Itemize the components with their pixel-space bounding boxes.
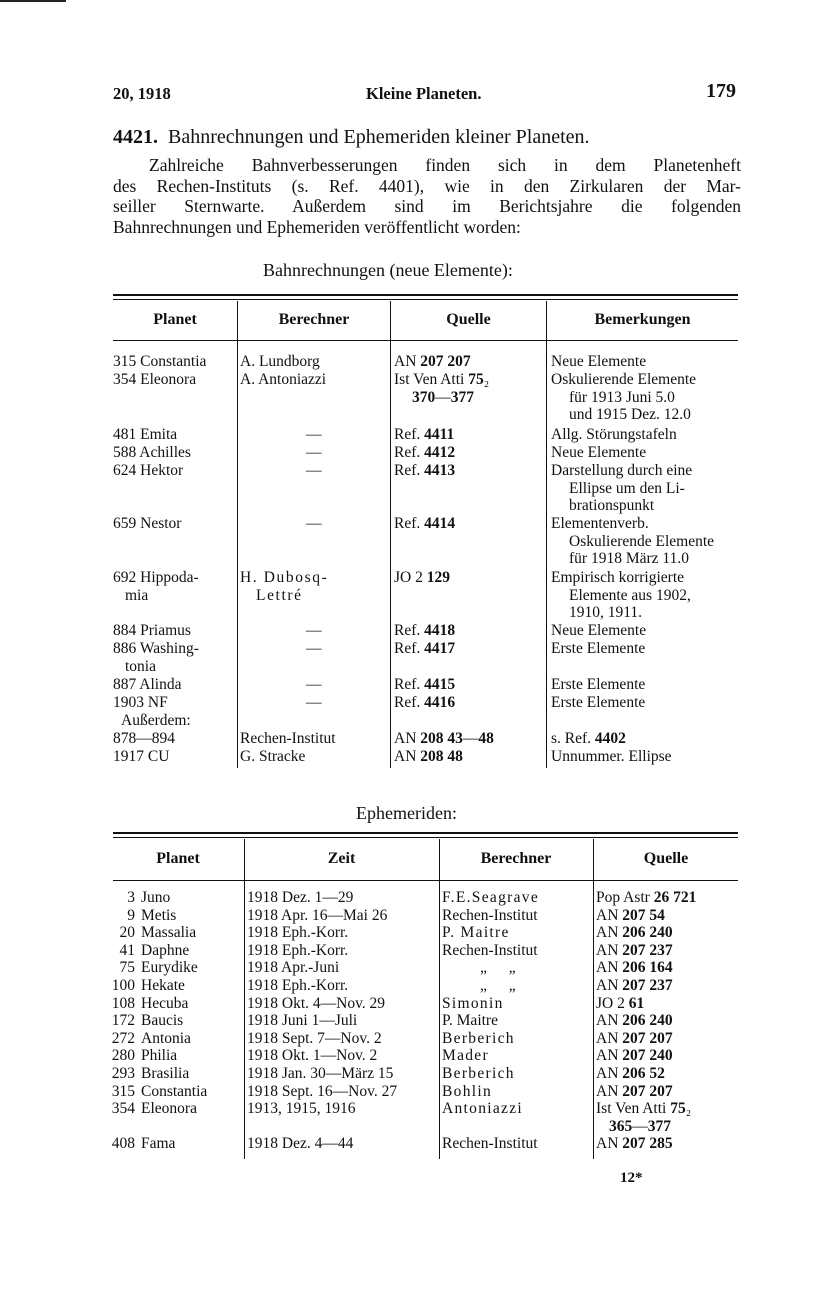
table1-header-bemerkungen: Bemerkungen [594,311,691,328]
cell-planet-number: 41 [119,941,135,959]
cell-planet: 692 Hippoda- [113,569,199,586]
cell-quelle: Ref. 4416 [394,694,456,711]
cell-bemerkungen: und 1915 Dez. 12.0 [569,406,691,424]
cell-planet: 624 Hektor [113,462,184,479]
cell-zeit: 1918 Dez. 4—44 [247,1135,354,1153]
cell-quelle: AN 207 207 [394,353,471,370]
cell-bemerkungen: Allg. Störungstafeln [551,426,677,443]
cell-planet-name: Hecuba [141,994,189,1012]
cell-planet-name: Eleonora [141,1100,197,1118]
cell-quelle: AN 208 43—48 [394,730,494,747]
cell-planet-number: 408 [111,1135,135,1153]
table2-caption: Ephemeriden: [356,803,457,823]
cell-bemerkungen: für 1918 März 11.0 [569,550,689,568]
cell-berechner: „ „ [480,977,516,994]
cell-quelle: AN 207 207 [596,1029,673,1047]
table1-header-berechner: Berechner [278,311,350,328]
cell-planet-name: Antonia [141,1029,191,1047]
cell-berechner: Rechen-Institut [442,906,538,924]
cell-zeit: 1918 Sept. 16—Nov. 27 [247,1082,398,1100]
cell-planet-number: 315 [111,1082,135,1100]
cell-quelle: Ref. 4414 [394,515,456,532]
paragraph-line: Bahnrechnungen und Ephemeriden veröffentlicht worden: [113,216,521,237]
cell-bemerkungen: s. Ref. 4402 [551,730,626,747]
cell-planet-nr-wrap [103,1012,135,1030]
cell-planet: Außerdem: [121,712,191,729]
cell-planet: 659 Nestor [113,515,182,532]
cell-berechner: Berberich [442,1029,515,1047]
cell-planet: 884 Priamus [113,622,191,639]
cell-bemerkungen: für 1913 Juni 5.0 [569,388,675,406]
cell-planet-number: 75 [119,959,135,977]
cell-bemerkungen: Neue Elemente [551,444,647,461]
paragraph-line: Zahlreiche Bahnverbesserungen finden sich in dem Planetenheft [149,155,741,175]
cell-planet-name: Juno [141,889,171,906]
cell-bemerkungen: Unnummer. Ellipse [551,748,672,765]
cell-quelle: 365—377 [609,1117,671,1135]
cell-planet-name: Daphne [141,941,190,959]
cell-bemerkungen: Elementenverb. [551,515,649,532]
cell-berechner: P. Maitre [442,924,510,942]
cell-berechner: „ „ [480,959,516,977]
cell-planet-number: 272 [111,1029,135,1047]
table1-divider [237,301,238,768]
cell-planet-name: Philia [141,1047,178,1065]
cell-zeit: 1913, 1915, 1916 [247,1100,356,1118]
cell-quelle: 370—377 [412,388,474,406]
cell-berechner: — [306,515,322,532]
cell-quelle: Ref. 4413 [394,462,456,479]
cell-zeit: 1918 Eph.-Korr. [247,941,349,959]
cell-berechner: H. Dubosq- [240,569,329,586]
cell-berechner: — [306,640,322,657]
cell-planet-number: 20 [119,924,135,942]
table2-header-quelle: Quelle [643,850,689,867]
table2-divider [593,839,594,1159]
cell-planet-nr-wrap [103,1083,135,1101]
cell-bemerkungen: Darstellung durch eine [551,462,693,479]
cell-planet-nr-wrap [103,889,135,907]
cell-planet-number: 354 [111,1100,135,1118]
cell-planet-nr-wrap [103,907,135,925]
cell-quelle: AN 207 240 [596,1047,673,1065]
cell-berechner: Bohlin [442,1082,493,1100]
paragraph-line: seiller Sternwarte. Außerdem sind im Berichtsjahre die folgenden [113,196,741,216]
table1-rule-top [113,294,738,296]
cell-planet-number: 172 [111,1012,135,1030]
cell-planet-name: Metis [141,906,177,924]
cell-planet-nr-wrap [103,924,135,942]
cell-bemerkungen: Ellipse um den Li- [569,479,685,497]
cell-quelle: Ist Ven Atti 75₂ [596,1100,692,1118]
table2-rule-top-thin [113,837,738,838]
cell-berechner: — [306,426,322,443]
cell-zeit: 1918 Okt. 4—Nov. 29 [247,994,386,1012]
cell-quelle: Pop Astr 26 721 [596,889,697,906]
table2-rule-top [113,832,738,834]
cell-zeit: 1918 Sept. 7—Nov. 2 [247,1029,382,1047]
cell-berechner: A. Antoniazzi [240,371,327,388]
cell-bemerkungen: Empirisch korrigierte [551,569,684,586]
cell-berechner: Rechen-Institut [442,1135,538,1153]
cell-zeit: 1918 Jan. 30—März 15 [247,1065,394,1082]
cell-bemerkungen: Oskulierende Elemente [551,371,697,388]
cell-quelle: AN 207 207 [596,1082,673,1100]
cell-bemerkungen: Neue Elemente [551,353,647,370]
cell-zeit: 1918 Apr. 16—Mai 26 [247,906,388,924]
table1-rule-top-thin [113,299,738,300]
cell-zeit: 1918 Eph.-Korr. [247,924,349,942]
header-section-title: Kleine Planeten. [366,84,482,103]
cell-quelle: AN 206 240 [596,1012,673,1030]
article-number: 4421. [113,126,158,148]
cell-planet: 354 Eleonora [113,371,197,388]
table2-rule-header [113,880,738,881]
cell-planet: 1903 NF [113,694,168,711]
table2-header-planet: Planet [156,850,200,867]
cell-quelle: AN 206 164 [596,959,673,977]
cell-planet-name: Hekate [141,977,185,994]
cell-bemerkungen: Neue Elemente [551,622,647,639]
cell-berechner: — [306,676,322,693]
cell-quelle: AN 207 237 [596,977,673,994]
table1-caption: Bahnrechnungen (neue Elemente): [263,260,513,280]
cell-berechner: — [306,444,322,461]
cell-berechner: Rechen-Institut [442,941,538,959]
table1-rule-header [113,340,738,341]
cell-berechner: G. Stracke [240,748,306,765]
cell-planet-nr-wrap [103,942,135,960]
cell-zeit: 1918 Okt. 1—Nov. 2 [247,1047,378,1065]
article-heading [113,126,590,149]
cell-berechner: Lettré [256,586,303,604]
cell-berechner: — [306,462,322,479]
cell-quelle: Ist Ven Atti 75₂ [394,371,490,388]
cell-quelle: Ref. 4412 [394,444,456,461]
cell-planet: 481 Emita [113,426,178,443]
article-paragraph [113,155,741,237]
article-title: Bahnrechnungen und Ephemeriden kleiner Planeten. [168,126,590,148]
cell-berechner: A. Lundborg [240,353,320,370]
cell-berechner: Rechen-Institut [240,730,336,747]
cell-planet: 886 Washing- [113,640,199,657]
cell-planet-number: 108 [111,994,135,1012]
cell-planet-nr-wrap [103,1047,135,1065]
cell-planet-name: Fama [141,1135,176,1153]
cell-berechner: — [306,694,322,711]
cell-quelle: Ref. 4418 [394,622,456,639]
cell-bemerkungen: Erste Elemente [551,694,646,711]
cell-zeit: 1918 Eph.-Korr. [247,977,349,994]
cell-zeit: 1918 Apr.-Juni [247,959,340,977]
cell-zeit: 1918 Dez. 1—29 [247,889,354,906]
cell-planet-name: Constantia [141,1082,208,1100]
cell-planet-nr-wrap [103,1030,135,1048]
cell-berechner: P. Maitre [442,1012,498,1030]
cell-bemerkungen: Erste Elemente [551,676,646,693]
cell-planet: 887 Alinda [113,676,182,693]
cell-quelle: Ref. 4415 [394,676,456,693]
cell-planet: 878—894 [113,730,175,747]
cell-berechner: — [306,622,322,639]
cell-quelle: Ref. 4417 [394,640,456,657]
cell-planet-nr-wrap [103,995,135,1013]
cell-planet-number: 9 [127,906,135,924]
table1-header-quelle: Quelle [446,311,491,328]
page-number: 179 [706,80,736,102]
cell-berechner: F.E.Seagrave [442,889,539,906]
cell-quelle: JO 2 61 [596,994,645,1012]
cell-planet: tonia [125,657,156,675]
cell-planet-number: 100 [111,977,135,994]
signature-mark: 12* [620,1170,643,1186]
table1-header-planet: Planet [153,311,197,328]
cell-planet-name: Baucis [141,1012,184,1030]
cell-planet: mia [125,586,149,604]
cell-planet-number: 293 [111,1065,135,1082]
cell-planet: 315 Constantia [113,353,207,370]
table1-divider [546,301,547,768]
cell-quelle: JO 2 129 [394,569,450,586]
cell-planet-name: Massalia [141,924,197,942]
cell-planet-name: Eurydike [141,959,198,977]
table2-divider [244,839,245,1159]
header-date: 20, 1918 [113,84,171,103]
cell-berechner: Berberich [442,1065,515,1082]
cell-quelle: AN 207 237 [596,941,673,959]
cell-quelle: AN 206 240 [596,924,673,942]
cell-quelle: AN 207 285 [596,1135,673,1153]
cell-planet-nr-wrap [103,977,135,995]
table2-divider [439,839,440,1159]
cell-planet-nr-wrap [103,1135,135,1153]
cell-planet-nr-wrap [103,1100,135,1118]
table2-header-berechner: Berechner [480,850,552,867]
cell-quelle: Ref. 4411 [394,426,455,443]
cell-berechner: Antoniazzi [442,1100,524,1118]
cell-planet: 588 Achilles [113,444,191,461]
top-edge-rule [0,0,66,2]
cell-bemerkungen: Erste Elemente [551,640,646,657]
table2-header-zeit: Zeit [327,850,356,867]
cell-bemerkungen: brationspunkt [569,497,655,515]
paragraph-line: des Rechen-Instituts (s. Ref. 4401), wie in den Zirkularen der Mar- [113,175,741,196]
cell-zeit: 1918 Juni 1—Juli [247,1012,358,1030]
cell-quelle: AN 207 54 [596,906,665,924]
cell-bemerkungen: 1910, 1911. [569,604,643,622]
cell-planet-name: Brasilia [141,1065,190,1082]
cell-planet-number: 3 [127,889,135,906]
cell-planet: 1917 CU [113,748,170,765]
cell-quelle: AN 208 48 [394,748,463,765]
cell-berechner: Simonin [442,994,504,1012]
cell-berechner: Mader [442,1047,489,1065]
cell-planet-nr-wrap [103,1065,135,1083]
cell-bemerkungen: Elemente aus 1902, [569,586,691,604]
table1-divider [390,301,391,768]
cell-quelle: AN 206 52 [596,1065,665,1082]
cell-bemerkungen: Oskulierende Elemente [569,532,715,550]
cell-planet-nr-wrap [103,959,135,977]
cell-planet-number: 280 [111,1047,135,1065]
